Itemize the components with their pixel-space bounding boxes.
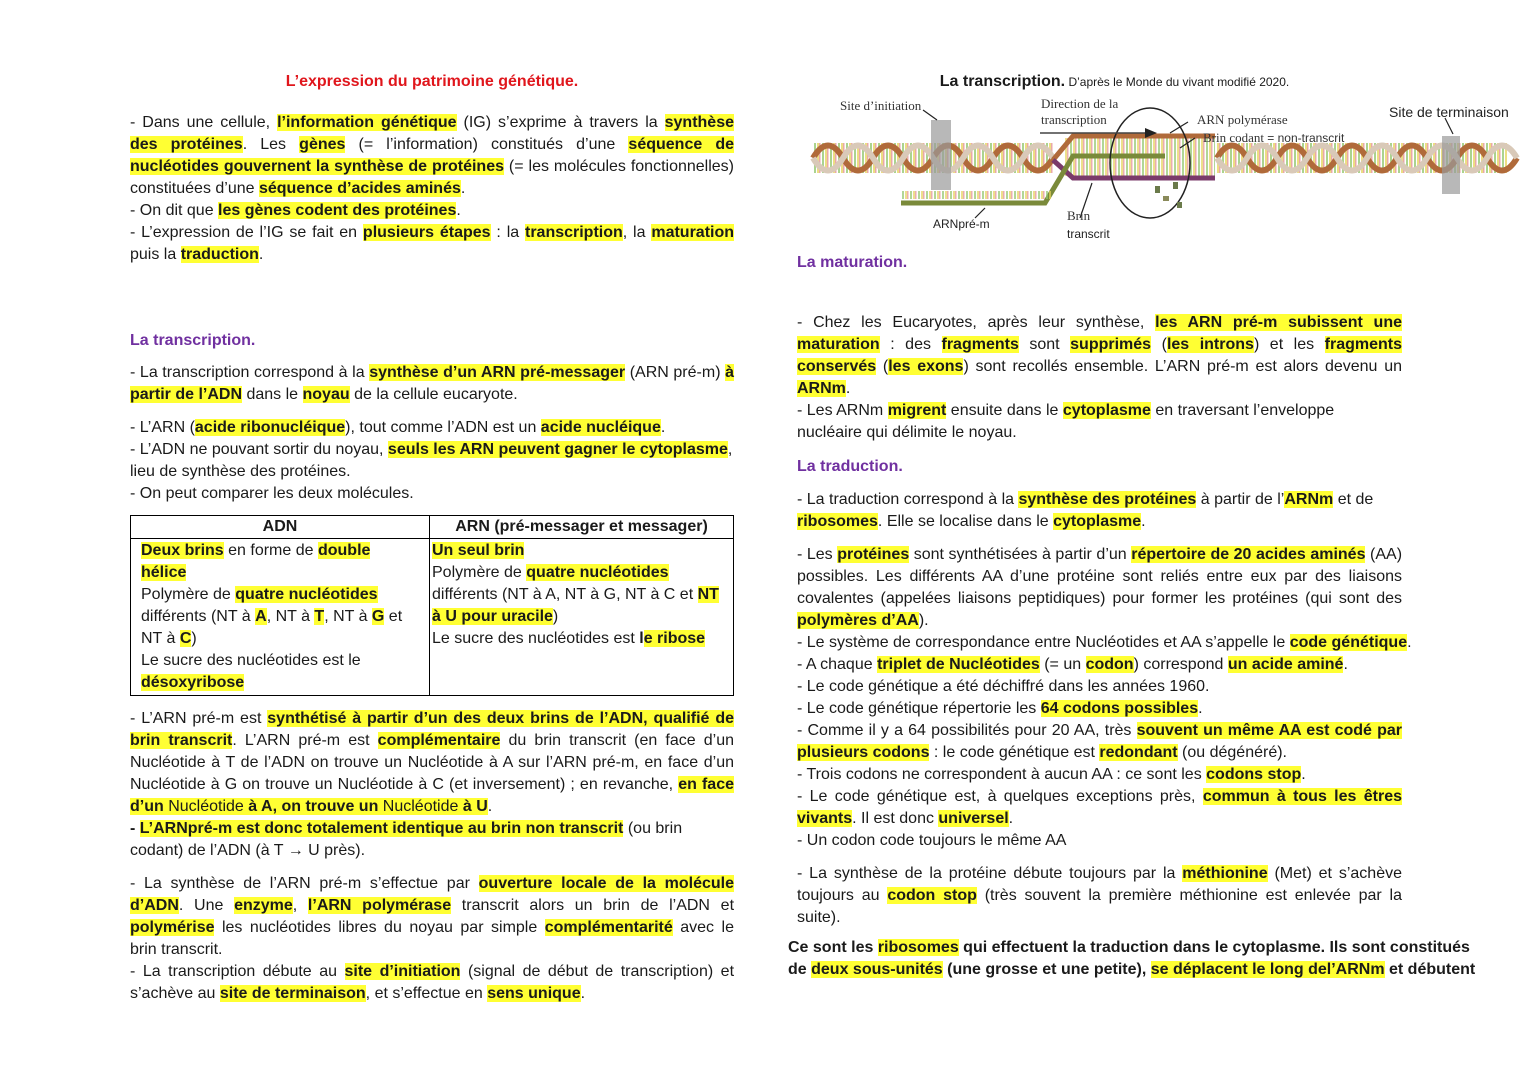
highlighted-term: e ribose bbox=[643, 630, 706, 647]
highlighted-term: souvent un même AA est codé par plusieurs codons bbox=[797, 722, 1402, 761]
text-run: - Dans une cellule, bbox=[130, 114, 278, 131]
text-run: : des bbox=[879, 336, 942, 353]
highlighted-term: transcription bbox=[524, 224, 623, 241]
highlighted-term: double hélice bbox=[141, 542, 371, 581]
site-terminaison-marker bbox=[1442, 136, 1460, 194]
maturation-paragraph-2 bbox=[797, 400, 1402, 444]
table-cell-adn bbox=[131, 539, 430, 696]
highlighted-term: complémentaire bbox=[377, 732, 501, 749]
text-run: sont bbox=[1018, 336, 1071, 353]
highlighted-term: complémentarité bbox=[544, 919, 673, 936]
highlighted-term: NT à U pour uracile bbox=[432, 586, 719, 625]
highlighted-text: Nucléotide bbox=[378, 798, 463, 815]
text-run: . bbox=[460, 180, 466, 197]
site-initiation-marker bbox=[931, 120, 951, 190]
label-arn-pre-m: ARNpré-m bbox=[933, 217, 990, 231]
bold-text: (une grosse et une petite), bbox=[942, 961, 1151, 978]
text-run: sont synthétisées à partir d’un bbox=[909, 546, 1132, 563]
highlighted-term: séquence de nucléotides gouvernent la synthèse de protéines bbox=[130, 136, 735, 175]
text-run: - Les ARNm bbox=[797, 402, 888, 419]
text-run: - On dit que bbox=[130, 202, 219, 219]
text-run: . bbox=[1407, 634, 1412, 651]
text-run: . Il est donc bbox=[852, 810, 939, 827]
highlighted-term: synthèse des protéines bbox=[130, 114, 734, 153]
text-run: . bbox=[580, 985, 586, 1002]
table-cell-arn bbox=[430, 539, 734, 696]
highlighted-term: se déplacent le long del’ARNm bbox=[1150, 961, 1385, 978]
label-brin-codant: Brin codant = non-transcrit bbox=[1203, 130, 1345, 145]
text-run: . bbox=[258, 246, 264, 263]
traduction-paragraph-1 bbox=[797, 489, 1402, 533]
text-run: dans le bbox=[242, 386, 303, 403]
table-header-arn: ARN (pré-messager et messager) bbox=[430, 516, 734, 539]
highlighted-term: synthèse d’un ARN pré-messager bbox=[369, 364, 626, 381]
highlighted-term: l’ARN polymérase bbox=[307, 897, 452, 914]
highlighted-term: codon stop bbox=[887, 887, 977, 904]
text-run: . bbox=[1301, 766, 1306, 783]
text-run: , NT à bbox=[266, 608, 315, 625]
bold-text: qui effectuent la traduction dans le cytoplasme. Ils sont constitués de bbox=[788, 939, 1470, 978]
text-run: , bbox=[292, 897, 308, 914]
text-run: (signal de début de transcription) et s’achève au bbox=[130, 963, 735, 1002]
text-run: , NT à bbox=[324, 608, 372, 625]
highlighted-term: fragments bbox=[941, 336, 1019, 353]
section-title-traduction: La traduction. bbox=[797, 458, 903, 475]
text-run: - Le système de correspondance entre Nucléotides et AA s’appelle le bbox=[797, 634, 1290, 651]
text-run: : la bbox=[490, 224, 525, 241]
text-run: - Le code génétique a été déchiffré dans les années 1960. bbox=[797, 678, 1210, 695]
list-item bbox=[797, 786, 1402, 830]
text-run: Le sucre des nucléotides est bbox=[432, 630, 640, 647]
highlighted-term: G bbox=[371, 608, 385, 625]
highlighted-term: les introns bbox=[1166, 336, 1254, 353]
traduction-paragraph-2 bbox=[797, 544, 1402, 632]
table-header-adn: ADN bbox=[131, 516, 430, 539]
label-transcrit: transcrit bbox=[1067, 227, 1110, 241]
transcription-paragraph-7 bbox=[130, 873, 734, 961]
highlighted-term: Deux brins bbox=[141, 542, 224, 559]
text-run: - La transcription débute au bbox=[130, 963, 345, 980]
highlighted-term: sens unique bbox=[487, 985, 581, 1002]
text-run: de la cellule eucaryote. bbox=[349, 386, 518, 403]
highlighted-term: ARNm bbox=[797, 380, 846, 397]
text-run: (ou brin codant) de l’ADN (à T → U près). bbox=[130, 820, 683, 859]
right-page bbox=[788, 70, 1509, 981]
transcription-paragraph-1 bbox=[130, 362, 734, 406]
list-item bbox=[797, 720, 1402, 764]
text-run: et NT à bbox=[141, 608, 403, 647]
highlighted-term: ARNm bbox=[1284, 491, 1334, 508]
highlighted-term: codon bbox=[1085, 656, 1134, 673]
highlighted-term: polymérise bbox=[130, 919, 215, 936]
bold-text: l bbox=[639, 630, 644, 647]
section-title-transcription: La transcription. bbox=[130, 332, 256, 349]
highlighted-term: acide nucléique bbox=[540, 419, 661, 436]
highlighted-term: redondant bbox=[1099, 744, 1178, 761]
highlighted-term: seuls les ARN peuvent gagner le cytoplasme bbox=[387, 441, 728, 458]
figure-source: D’après le Monde du vivant modifié 2020. bbox=[1065, 75, 1290, 89]
text-run: en forme de bbox=[223, 542, 318, 559]
highlighted-term: gènes bbox=[299, 136, 346, 153]
highlighted-term: protéines bbox=[837, 546, 910, 563]
text-run: (IG) s’exprime à travers la bbox=[456, 114, 665, 131]
highlighted-term: maturation bbox=[651, 224, 735, 241]
dna-helix-right bbox=[1217, 143, 1517, 173]
highlighted-term: traduction bbox=[180, 246, 259, 263]
transcription-paragraph-4 bbox=[130, 483, 734, 505]
text-run: (très souvent la première méthionine est enlevée par la suite). bbox=[797, 887, 1403, 926]
highlighted-term: universel bbox=[938, 810, 1009, 827]
text-run: (ou dégénéré). bbox=[1177, 744, 1287, 761]
highlighted-term: T bbox=[314, 608, 325, 625]
text-run: - On peut comparer les deux molécules. bbox=[130, 485, 414, 502]
text-run: - La transcription correspond à la bbox=[130, 364, 370, 381]
list-item bbox=[797, 654, 1427, 676]
maturation-paragraph-1 bbox=[797, 312, 1402, 400]
text-run: (= les molécules fonctionnelles) constituées d’une bbox=[130, 158, 735, 197]
text-run: Le sucre des nucléotides est le bbox=[141, 652, 361, 669]
highlighted-term: répertoire de 20 acides aminés bbox=[1131, 546, 1366, 563]
text-run: - A chaque bbox=[797, 656, 878, 673]
highlighted-term: Un seul brin bbox=[432, 542, 525, 559]
highlighted-term: séquence d’acides aminés bbox=[258, 180, 461, 197]
text-run: - Comme il y a 64 possibilités pour 20 AA, très bbox=[797, 722, 1137, 739]
bold-text: Ce sont les bbox=[788, 939, 878, 956]
highlighted-term: cytoplasme bbox=[1053, 513, 1142, 530]
highlighted-term: synthèse des protéines bbox=[1018, 491, 1197, 508]
transcription-paragraph-8 bbox=[130, 961, 734, 1005]
text-run: ). bbox=[918, 612, 929, 629]
text-run: ) sont recollés ensemble. L’ARN pré-m est alors devenu un bbox=[963, 358, 1402, 375]
highlighted-term: à partir de l’ADN bbox=[130, 364, 735, 403]
text-run: ensuite dans le bbox=[946, 402, 1063, 419]
text-run: , et s’effectue en bbox=[365, 985, 488, 1002]
highlighted-term: ribosomes bbox=[877, 939, 959, 956]
comparison-table bbox=[130, 515, 734, 696]
highlighted-term: désoxyribose bbox=[141, 674, 245, 691]
highlighted-term: 64 codons possibles bbox=[1040, 700, 1199, 717]
highlighted-term: C bbox=[179, 630, 192, 647]
text-run: différents (NT à bbox=[141, 608, 256, 625]
highlighted-term: un acide aminé bbox=[1227, 656, 1344, 673]
text-run: . bbox=[1008, 810, 1014, 827]
highlighted-term: A bbox=[255, 608, 267, 625]
text-run: ), tout comme l’ADN est un bbox=[345, 419, 541, 436]
text-run: (= l’information) constitués d’une bbox=[345, 136, 629, 153]
text-run: - La synthèse de la protéine débute toujours par la bbox=[797, 865, 1183, 882]
text-run: - L’ADN ne pouvant sortir du noyau, bbox=[130, 441, 388, 458]
text-run: (Met) et s’achève toujours au bbox=[797, 865, 1403, 904]
left-page bbox=[130, 70, 734, 1005]
highlighted-term: fragments conservés bbox=[797, 336, 1403, 375]
transcription-paragraph-2 bbox=[130, 417, 734, 439]
transcription-paragraph-3 bbox=[130, 439, 734, 483]
highlighted-term: codons stop bbox=[1206, 766, 1302, 783]
figure-title bbox=[797, 70, 1402, 94]
label-arn-polymerase: ARN polymérase bbox=[1197, 112, 1288, 127]
highlighted-term: L’ARNpré-m est donc totalement identique au brin non transcrit bbox=[139, 820, 624, 837]
text-run: Polymère de bbox=[141, 586, 236, 603]
text-run: ( bbox=[1151, 336, 1167, 353]
text-run: et de bbox=[1333, 491, 1374, 508]
highlighted-term: quatre nucléotides bbox=[235, 586, 378, 603]
text-run: - Les bbox=[797, 546, 838, 563]
label-brin: Brin bbox=[1067, 208, 1091, 223]
intro-paragraph-1 bbox=[130, 112, 734, 200]
text-run: . bbox=[660, 419, 666, 436]
highlighted-term: l’information génétique bbox=[277, 114, 457, 131]
text-run: - Un codon code toujours le même AA bbox=[797, 832, 1067, 849]
list-item bbox=[797, 830, 1427, 852]
text-run: ( bbox=[876, 358, 889, 375]
highlighted-term: plusieurs étapes bbox=[362, 224, 491, 241]
highlighted-term: code génétique bbox=[1289, 634, 1408, 651]
text-run: . bbox=[456, 202, 461, 219]
label-site-terminaison: Site de terminaison bbox=[1389, 104, 1509, 120]
highlighted-term: deux sous-unités bbox=[811, 961, 943, 978]
text-run: . bbox=[487, 798, 493, 815]
traduction-paragraph-3 bbox=[797, 863, 1402, 929]
highlighted-term: triplet de Nucléotides bbox=[877, 656, 1040, 673]
transcription-diagram bbox=[805, 98, 1525, 248]
dna-helix-illustration bbox=[805, 98, 1525, 248]
text-run: . Elle se localise dans le bbox=[877, 513, 1054, 530]
text-run: (ARN pré-m) bbox=[625, 364, 726, 381]
highlighted-term: en face d’un bbox=[130, 776, 735, 815]
text-run: - L’expression de l’IG se fait en bbox=[130, 224, 363, 241]
intro-paragraph-2 bbox=[130, 200, 734, 222]
highlighted-term: à U bbox=[462, 798, 488, 815]
highlighted-term: site d’initiation bbox=[344, 963, 461, 980]
table-header-row bbox=[131, 516, 734, 539]
text-run: . bbox=[845, 380, 851, 397]
label-site-initiation: Site d’initiation bbox=[840, 98, 922, 113]
main-title: L’expression du patrimoine génétique. bbox=[285, 73, 579, 90]
transcription-paragraph-5 bbox=[130, 708, 734, 818]
text-run: - La traduction correspond à la bbox=[797, 491, 1019, 508]
highlighted-term: synthétisé à partir d’un des deux brins de l’ADN, qualifié de brin transcrit bbox=[130, 710, 734, 749]
text-run: ) bbox=[191, 630, 197, 647]
intro-paragraph-3 bbox=[130, 222, 734, 266]
text-run: . bbox=[1198, 700, 1203, 717]
text-run: . Les bbox=[242, 136, 300, 153]
highlighted-term: polymères d’AA bbox=[797, 612, 919, 629]
text-run: (AA) possibles. Les différents AA d’une protéine sont reliés entre eux par des liaisons covalentes (appelées liaisons peptidiques) pour former les protéines (qui sont des bbox=[797, 546, 1403, 607]
genetic-code-list bbox=[797, 632, 1427, 852]
list-item bbox=[797, 698, 1427, 720]
highlighted-term: cytoplasme bbox=[1062, 402, 1151, 419]
text-run: . bbox=[1343, 656, 1348, 673]
text-run: - La synthèse de l’ARN pré-m s’effectue par bbox=[130, 875, 479, 892]
text-run: : le code génétique est bbox=[929, 744, 1100, 761]
text-run: puis la bbox=[130, 246, 181, 263]
text-run: , la bbox=[622, 224, 652, 241]
traduction-paragraph-4 bbox=[788, 937, 1478, 981]
list-item bbox=[797, 632, 1427, 654]
bold-text: - bbox=[130, 820, 140, 837]
text-run: (= un bbox=[1039, 656, 1086, 673]
text-run: - Trois codons ne correspondent à aucun AA : ce sont les bbox=[797, 766, 1207, 783]
text-run: , lieu de synthèse des protéines. bbox=[130, 441, 733, 480]
highlighted-term: supprimés bbox=[1070, 336, 1152, 353]
highlighted-term: quatre nucléotides bbox=[526, 564, 669, 581]
highlighted-term: méthionine bbox=[1182, 865, 1268, 882]
highlighted-term: ouverture locale de la molécule d’ADN bbox=[130, 875, 735, 914]
label-direction-transcription: Direction de la transcription bbox=[1041, 96, 1119, 127]
text-run: du brin transcrit (en face d’un Nucléotide à T de l’ADN on trouve un Nucléotide à A sur l’ARN pré-m, en face d’un Nucléotide à G on trouve un Nucléotide à C (et inversement) ; en revanche, bbox=[130, 732, 734, 793]
text-run: ) et les bbox=[1253, 336, 1325, 353]
bold-text: et débutent bbox=[1384, 961, 1476, 978]
highlighted-term: site de terminaison bbox=[219, 985, 366, 1002]
section-title-maturation: La maturation. bbox=[797, 254, 908, 271]
figure-title-text: La transcription. bbox=[939, 73, 1066, 90]
text-run: transcrit alors un brin de l’ADN et bbox=[451, 897, 735, 914]
highlighted-term: noyau bbox=[302, 386, 350, 403]
list-item bbox=[797, 764, 1427, 786]
highlighted-term: ribosomes bbox=[797, 513, 878, 530]
text-run: avec le brin transcrit. bbox=[130, 919, 734, 958]
highlighted-term: commun à tous les êtres vivants bbox=[797, 788, 1403, 827]
highlighted-text: Nucléotide bbox=[163, 798, 249, 815]
highlighted-term: enzyme bbox=[234, 897, 293, 914]
text-run: . L’ARN pré-m est bbox=[232, 732, 378, 749]
highlighted-term: les ARN pré-m subissent une maturation bbox=[797, 314, 1403, 353]
highlighted-term: à A, on trouve un bbox=[248, 798, 379, 815]
text-run: - L’ARN ( bbox=[130, 419, 195, 436]
text-run: Polymère de bbox=[432, 564, 527, 581]
text-run: - Le code génétique répertorie les bbox=[797, 700, 1041, 717]
table-row bbox=[131, 539, 734, 696]
text-run: les nucléotides libres du noyau par simple bbox=[214, 919, 545, 936]
text-run: - Chez les Eucaryotes, après leur synthèse, bbox=[797, 314, 1156, 331]
text-run: en traversant l’enveloppe nucléaire qui délimite le noyau. bbox=[797, 402, 1335, 441]
highlighted-term: les gènes codent des protéines bbox=[218, 202, 457, 219]
text-run: - Le code génétique est, à quelques exceptions près, bbox=[797, 788, 1203, 805]
text-run: différents (NT à A, NT à G, NT à C et bbox=[432, 586, 698, 603]
highlighted-term: les exons bbox=[888, 358, 964, 375]
text-run: ) correspond bbox=[1133, 656, 1228, 673]
list-item bbox=[797, 676, 1427, 698]
transcription-paragraph-6 bbox=[130, 818, 734, 862]
text-run: . Une bbox=[178, 897, 235, 914]
text-run: - L’ARN pré-m est bbox=[130, 710, 268, 727]
text-run: à partir de l’ bbox=[1196, 491, 1285, 508]
text-run: ) bbox=[552, 608, 559, 625]
text-run: . bbox=[1141, 513, 1146, 530]
highlighted-term: acide ribonucléique bbox=[194, 419, 346, 436]
highlighted-term: migrent bbox=[887, 402, 947, 419]
